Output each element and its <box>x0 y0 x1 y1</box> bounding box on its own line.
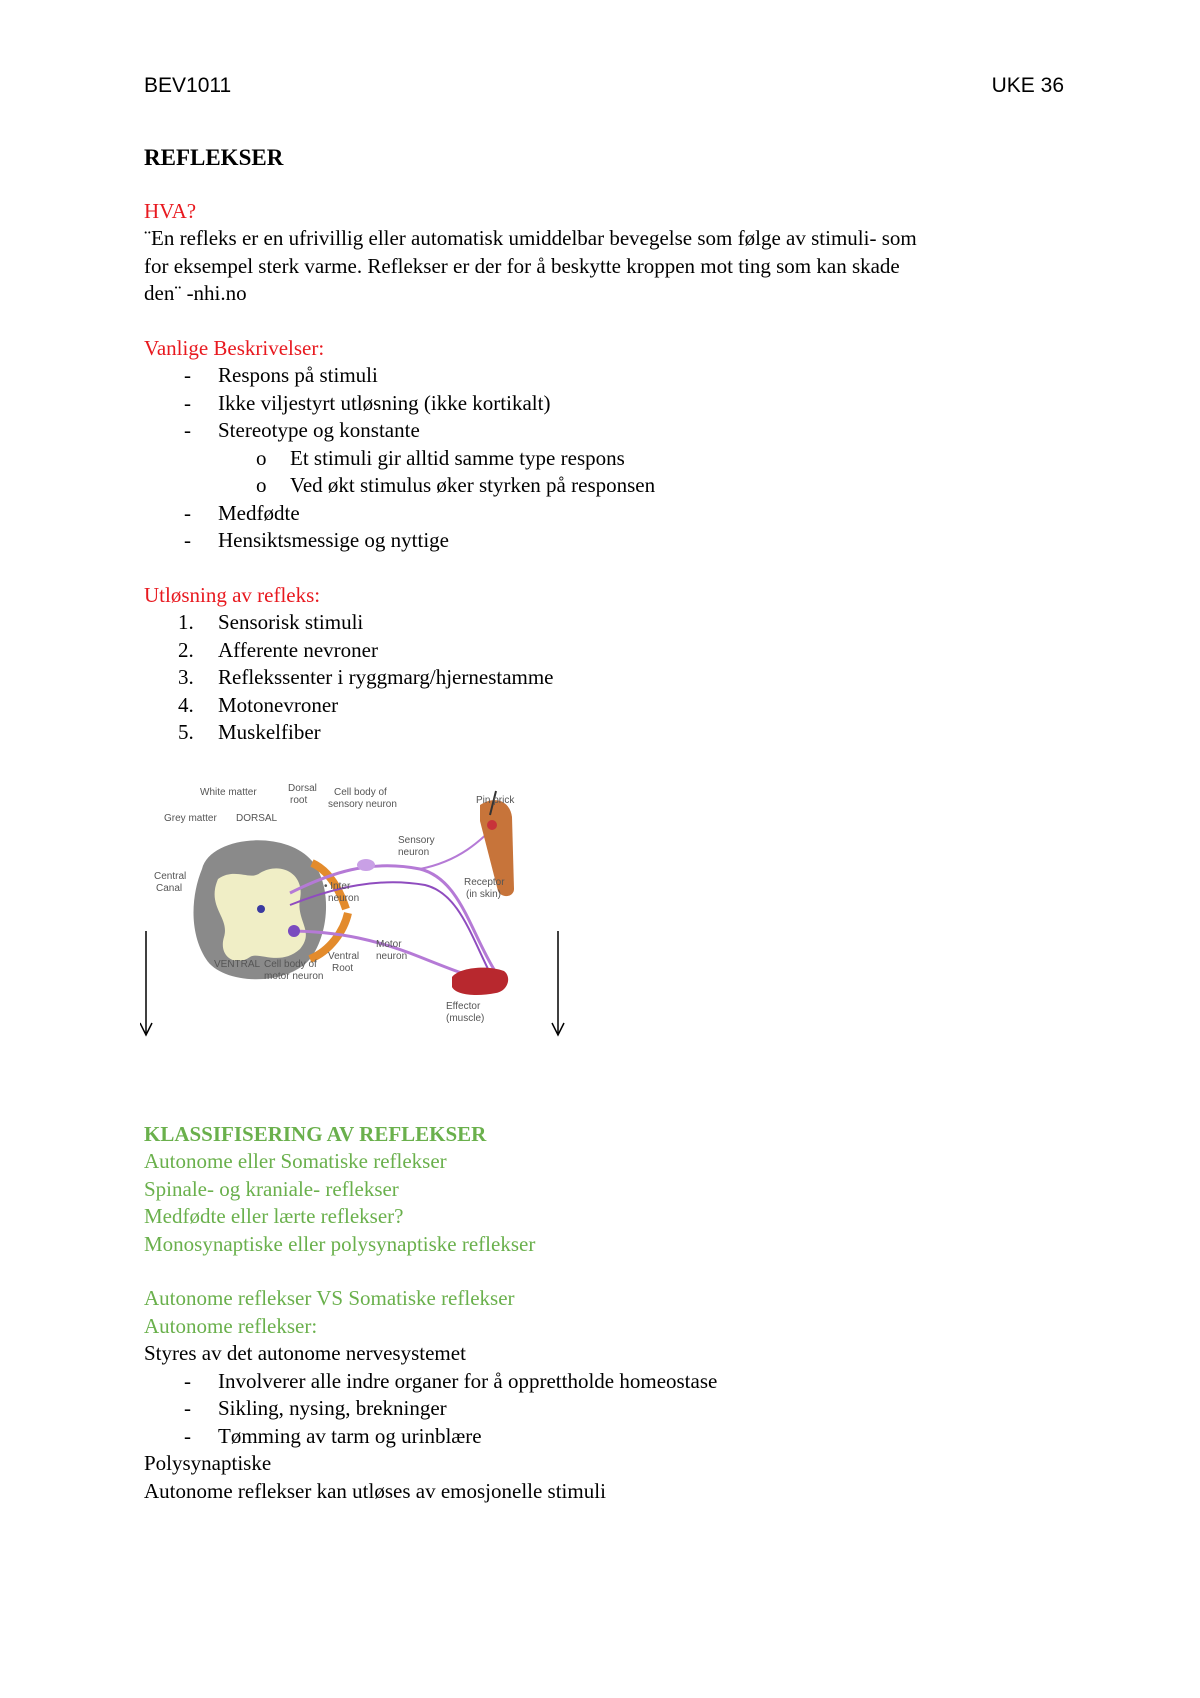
list-item-text: Motonevroner <box>218 692 339 717</box>
beskrivelser-sublist <box>144 445 1064 500</box>
label-effector: (muscle) <box>446 1012 485 1024</box>
list-item-text: Afferente nevroner <box>218 637 378 662</box>
list-item <box>144 417 1064 445</box>
label-receptor: (in skin) <box>466 888 502 900</box>
list-item-text: Respons på stimuli <box>218 363 378 387</box>
label-inter-neuron: neuron <box>328 892 360 904</box>
label-motor-neuron: neuron <box>376 950 408 962</box>
dash-marker: - <box>184 1368 191 1393</box>
label-receptor: Receptor <box>464 876 505 888</box>
label-dorsal: DORSAL <box>236 812 278 824</box>
autonome-sub-heading: Autonome reflekser: <box>144 1313 318 1338</box>
label-ventral: VENTRAL <box>214 958 261 970</box>
klassifisering-line: Spinale- og kraniale- reflekser <box>144 1176 399 1201</box>
utlosning-list <box>144 609 1064 747</box>
label-pin-prick: Pin prick <box>476 794 515 806</box>
left-down-arrow-icon <box>140 931 152 1035</box>
autonome-list <box>144 1368 1064 1451</box>
reflex-arc-figure <box>140 781 580 1051</box>
list-item-text: Muskelfiber <box>218 720 321 744</box>
course-code: BEV1011 <box>144 74 232 97</box>
list-item <box>144 664 1064 692</box>
dash-marker: - <box>184 500 191 525</box>
quote-line: ¨En refleks er en ufrivillig eller automatisk umiddelbar bevegelse som følge av stimuli- som <box>144 226 917 250</box>
klassifisering-line: Medfødte eller lærte reflekser? <box>144 1204 404 1228</box>
label-cell-body-sensory: sensory neuron <box>328 798 397 810</box>
polysynaptiske-line: Polysynaptiske <box>144 1451 272 1475</box>
week-label: UKE 36 <box>991 74 1064 97</box>
label-sensory-neuron: neuron <box>398 846 430 858</box>
list-item <box>144 500 1064 528</box>
list-item-text: Sikling, nysing, brekninger <box>218 1396 447 1420</box>
label-central-canal: Canal <box>156 882 183 894</box>
number-marker: 3. <box>178 665 194 689</box>
beskrivelser-list <box>144 362 1064 445</box>
sub-list-item <box>144 472 1064 500</box>
dash-marker: - <box>184 1396 191 1420</box>
label-ventral-root: Root <box>332 962 354 974</box>
emosjonelle-line: Autonome reflekser kan utløses av emosjonelle stimuli <box>144 1478 606 1503</box>
dash-marker: - <box>184 528 191 552</box>
list-item <box>144 719 1064 747</box>
number-marker: 2. <box>178 637 194 662</box>
dash-marker: - <box>184 390 191 415</box>
beskrivelser-heading: Vanlige Beskrivelser: <box>144 335 325 360</box>
label-ventral-root: Ventral <box>328 950 360 962</box>
klassifisering-line: Monosynaptiske eller polysynaptiske reflekser <box>144 1231 536 1256</box>
dash-marker: - <box>184 418 191 442</box>
list-item <box>144 390 1064 418</box>
list-item <box>144 637 1064 665</box>
quote-line: for eksempel sterk varme. Reflekser er der for å beskytte kroppen mot ting som kan skade <box>144 253 900 278</box>
list-item-text: Medfødte <box>218 500 300 525</box>
label-cell-body-motor: motor neuron <box>264 970 324 982</box>
list-item <box>144 362 1064 390</box>
page-title: REFLEKSER <box>144 145 284 170</box>
label-inter-neuron: • Inter <box>324 880 351 892</box>
label-dorsal-root: root <box>290 794 308 806</box>
list-item <box>144 1368 1064 1396</box>
number-marker: 1. <box>178 610 194 634</box>
label-white-matter: White matter <box>200 786 257 798</box>
list-item-text: Et stimuli gir alltid samme type respons <box>290 445 625 470</box>
reflex-arc-diagram <box>140 781 580 1051</box>
list-item <box>144 609 1064 637</box>
muscle-icon <box>452 967 508 994</box>
list-item <box>144 1395 1064 1423</box>
quote-line: den¨ -nhi.no <box>144 281 247 305</box>
list-item <box>144 1423 1064 1451</box>
number-marker: 4. <box>178 692 194 717</box>
list-item-text: Involverer alle indre organer for å opprettholde homeostase <box>218 1368 718 1393</box>
label-grey-matter: Grey matter <box>164 812 217 824</box>
right-down-arrow-icon <box>552 931 564 1035</box>
dash-marker: - <box>184 1423 191 1448</box>
list-item-text: Ved økt stimulus øker styrken på responsen <box>290 473 656 497</box>
label-dorsal-root: Dorsal <box>288 782 317 794</box>
label-motor-neuron: Motor <box>376 938 402 950</box>
document-body <box>144 144 1064 1505</box>
hva-heading: HVA? <box>144 198 197 223</box>
dash-marker: - <box>184 363 191 387</box>
list-item-text: Sensorisk stimuli <box>218 610 364 634</box>
autonome-intro: Styres av det autonome nervesystemet <box>144 1341 466 1365</box>
list-item-text: Tømming av tarm og urinblære <box>218 1423 482 1448</box>
label-cell-body-sensory: Cell body of <box>334 786 387 798</box>
sub-list-item <box>144 445 1064 473</box>
beskrivelser-list-cont <box>144 500 1064 555</box>
autonome-vs-heading: Autonome reflekser VS Somatiske reflekser <box>144 1286 515 1310</box>
number-marker: 5. <box>178 720 194 744</box>
list-item-text: Ikke viljestyrt utløsning (ikke kortikalt) <box>218 390 551 415</box>
label-effector: Effector <box>446 1000 481 1012</box>
label-cell-body-motor: Cell body of <box>264 958 317 970</box>
circle-marker: o <box>256 473 267 497</box>
klassifisering-heading: KLASSIFISERING AV REFLEKSER <box>144 1121 487 1146</box>
circle-marker: o <box>256 445 267 470</box>
list-item <box>144 527 1064 555</box>
list-item <box>144 692 1064 720</box>
klassifisering-line: Autonome eller Somatiske reflekser <box>144 1149 447 1173</box>
list-item-text: Hensiktsmessige og nyttige <box>218 528 449 552</box>
utlosning-heading: Utløsning av refleks: <box>144 582 321 607</box>
list-item-text: Stereotype og konstante <box>218 418 420 442</box>
label-sensory-neuron: Sensory <box>398 834 435 846</box>
label-central-canal: Central <box>154 870 187 882</box>
list-item-text: Reflekssenter i ryggmarg/hjernestamme <box>218 665 554 689</box>
